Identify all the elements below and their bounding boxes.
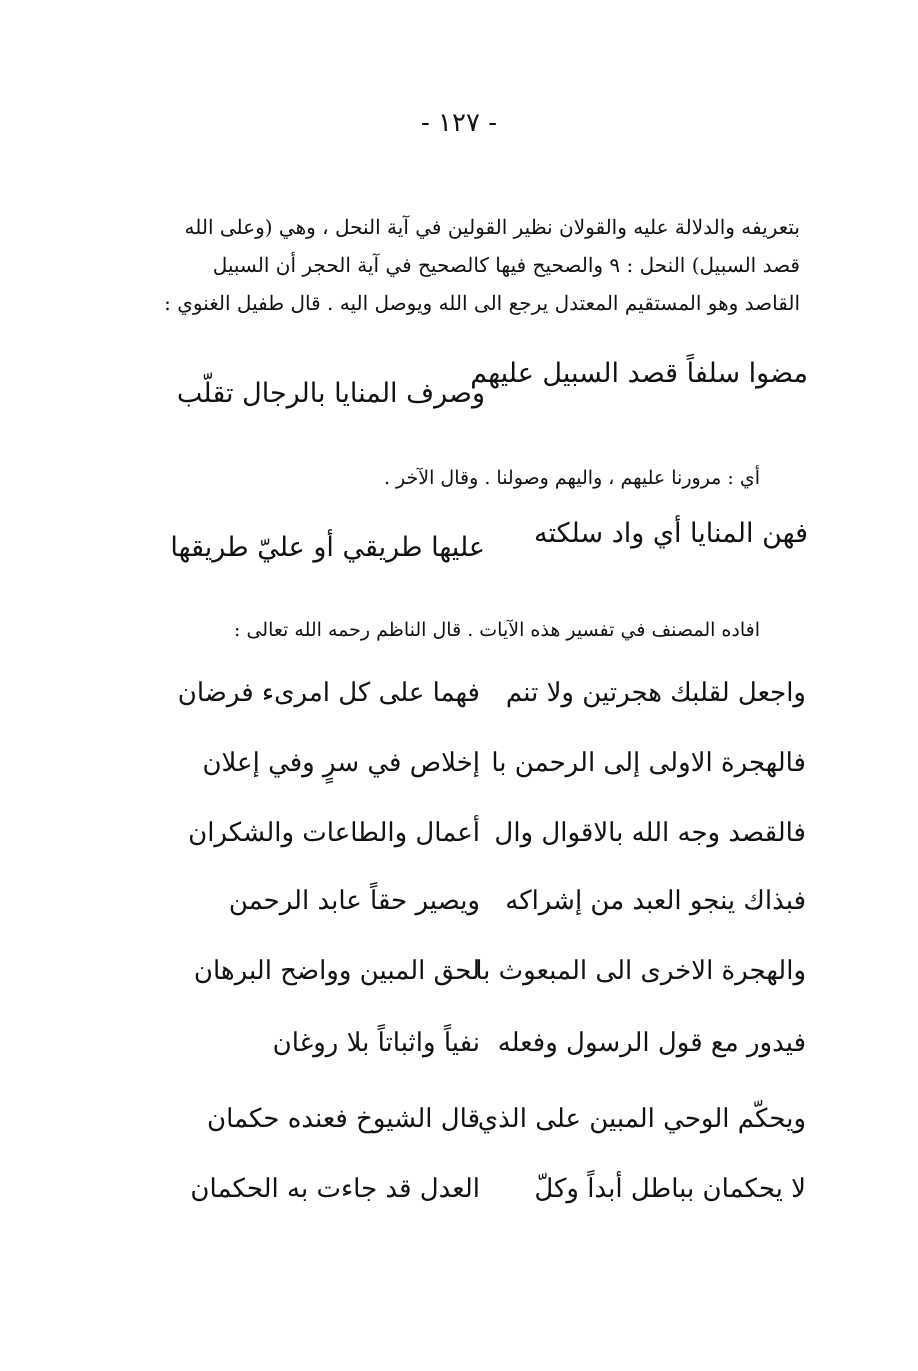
- poem-verse: [0, 1104, 918, 1154]
- verse-second-hemistich: العدل قد جاءت به الحكمان: [190, 1174, 480, 1204]
- poem-verse: [0, 886, 918, 936]
- verse-second-hemistich: أعمال والطاعات والشكران: [188, 818, 480, 848]
- poem-verse: [0, 748, 918, 798]
- verse-second-hemistich: وصرف المنايا بالرجال تقلّب: [176, 378, 485, 409]
- verse-second-hemistich: ويصير حقاً عابد الرحمن: [228, 886, 480, 916]
- verse-first-hemistich: لا يحكمان بباطل أبداً وكلّ: [534, 1174, 806, 1204]
- paragraph-explanation: أي : مرورنا عليهم ، واليهم وصولنا . وقال الآخر .: [383, 467, 760, 489]
- poem-verse: [0, 1174, 918, 1224]
- quoted-verse: [0, 518, 918, 568]
- verse-first-hemistich: فيدور مع قول الرسول وفعله: [497, 1028, 806, 1058]
- poem-verse: [0, 678, 918, 728]
- verse-first-hemistich: فالهجرة الاولى إلى الرحمن با: [491, 748, 806, 778]
- verse-first-hemistich: واجعل لقلبك هجرتين ولا تنم: [505, 678, 806, 708]
- verse-first-hemistich: فهن المنايا أي واد سلكته: [534, 518, 808, 549]
- poem-verse: [0, 818, 918, 868]
- quoted-verse: [0, 358, 918, 408]
- verse-second-hemistich: عليها طريقي أو عليّ طريقها: [170, 532, 485, 563]
- verse-second-hemistich: لحق المبين وواضح البرهان: [193, 956, 480, 986]
- verse-second-hemistich: إخلاص في سرٍ وفي إعلان: [202, 748, 480, 778]
- poem-verse: [0, 1028, 918, 1078]
- poem-verse: [0, 956, 918, 1006]
- page-number: - ١٢٧ -: [420, 108, 498, 138]
- verse-first-hemistich: مضوا سلفاً قصد السبيل عليهم: [470, 358, 808, 389]
- paragraph-transition: افاده المصنف في تفسير هذه الآيات . قال الناظم رحمه الله تعالى :: [234, 619, 760, 641]
- verse-first-hemistich: والهجرة الاخرى الى المبعوث با: [475, 956, 806, 986]
- verse-second-hemistich: قال الشيوخ فعنده حكمان: [207, 1104, 480, 1134]
- verse-first-hemistich: فالقصد وجه الله بالاقوال وال: [494, 818, 806, 848]
- paragraph-commentary: بتعريفه والدلالة عليه والقولان نظير القولين في آية النحل ، وهي (وعلى الله قصد السبيل) النحل : ٩ والصحيح فيها كالصحيح في آية الحجر أن السبيل القاصد وهو المستقيم المعتدل يرجع الى الله ويوصل اليه . قال طفيل الغنوي :: [164, 215, 800, 315]
- verse-second-hemistich: نفياً واثباتاً بلا روغان: [272, 1028, 480, 1058]
- verse-first-hemistich: ويحكّم الوحي المبين على الذي: [477, 1104, 806, 1134]
- verse-second-hemistich: فهما على كل امرىء فرضان: [177, 678, 480, 708]
- verse-first-hemistich: فبذاك ينجو العبد من إشراكه: [505, 886, 806, 916]
